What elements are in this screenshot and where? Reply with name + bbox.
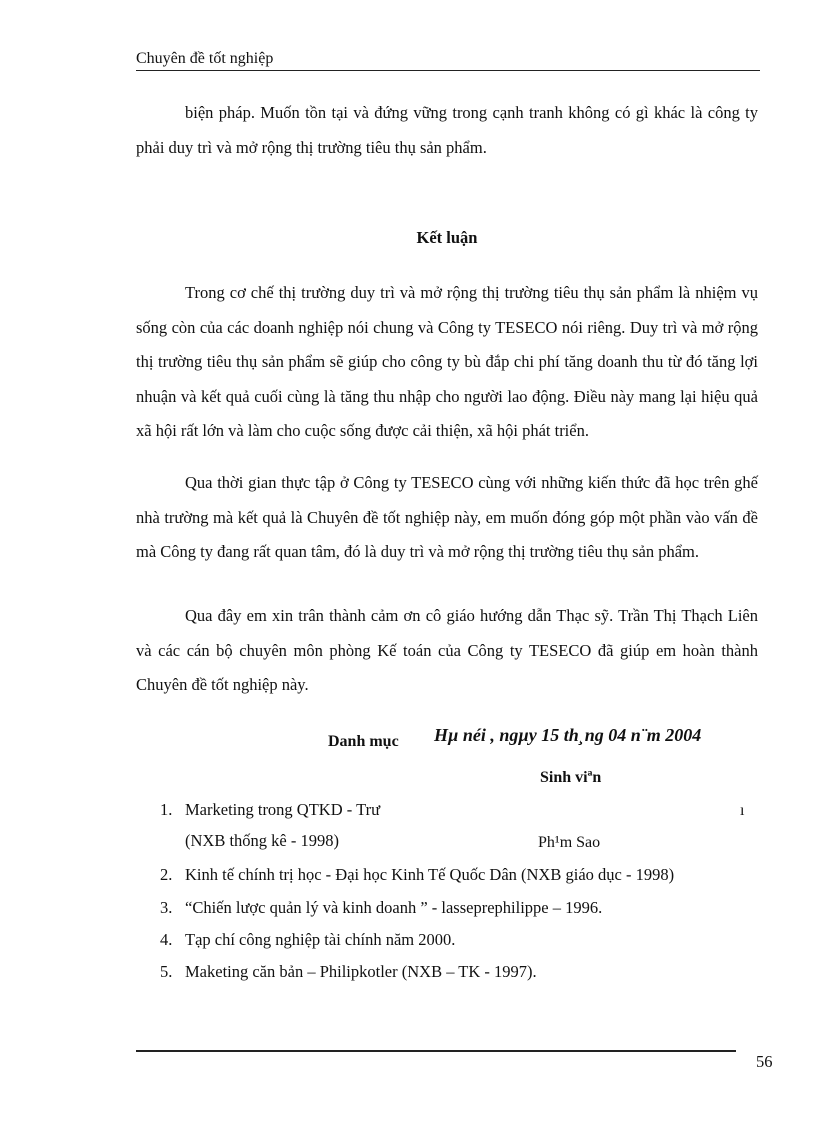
signature-name: Ph¹m Sao [538,834,601,851]
reference-item-4 [160,930,455,950]
reference-number: 2. [160,865,173,884]
conclusion-paragraph-2: Qua thời gian thực tập ở Công ty TESECO cùng với những kiến thức đã học trên ghế nhà trường mà kết quả là Chuyên đề tốt nghiệp này, em muốn đóng góp một phần vào vấn đề mà Công ty đang rất quan tâm, đó là duy trì và mở rộng thị trường tiêu thụ sản phẩm. [136,473,758,561]
reference-number: 3. [160,898,173,917]
reference-item-3 [160,898,602,918]
header-title: Chuyên đề tốt nghiệp [136,50,274,67]
intro-paragraph: biện pháp. Muốn tồn tại và đứng vững trong cạnh tranh không có gì khác là công ty phải duy trì và mở rộng thị trường tiêu thụ sản phẩm. [136,103,758,157]
page-header [136,50,760,71]
reference-item-1 [160,800,380,820]
reference-number: 1. [160,800,173,819]
reference-text: “Chiến lược quản lý và kinh doanh ” - lasseprephilippe – 1996. [185,898,603,917]
conclusion-paragraph-1: Trong cơ chế thị trường duy trì và mở rộng thị trường tiêu thụ sản phẩm là nhiệm vụ sống còn của các doanh nghiệp nói chung và Công ty TESECO nói riêng. Duy trì và mở rộng thị trường tiêu thụ sản phẩm sẽ giúp cho công ty bù đắp chi phí tăng doanh thu từ đó tăng lợi nhuận và kết quả cuối cùng là tăng thu nhập cho người lao động. Điều này mang lại hiệu quả xã hội rất lớn và làm cho cuộc sống được cải thiện, xã hội phát triển. [136,283,758,440]
reference-number: 4. [160,930,173,949]
reference-text: Tạp chí công nghiệp tài chính năm 2000. [185,930,456,949]
reference-item-1-continuation: (NXB thống kê - 1998) [185,831,339,850]
signature-overlay [414,795,714,865]
reference-text: Maketing căn bản – Philipkotler (NXB – TK - 1997). [185,962,537,981]
page-number: 56 [756,1052,773,1071]
references-heading: Danh mục [328,733,399,750]
reference-item-2 [160,865,674,885]
reference-text: Marketing trong QTKD - Trư [185,800,381,819]
conclusion-title: Kết luận [416,228,478,247]
conclusion-paragraph-3: Qua đây em xin trân thành cảm ơn cô giáo hướng dẫn Thạc sỹ. Trần Thị Thạch Liên và các cán bộ chuyên môn phòng Kế toán của Công ty TESECO đã giúp em hoàn thành Chuyên đề tốt nghiệp này. [136,606,758,694]
signature-role: Sinh viªn [540,769,602,786]
reference-item-5 [160,962,537,982]
stray-character: ı [740,802,745,819]
footer-divider [136,1050,736,1052]
reference-number: 5. [160,962,173,981]
signature-date: Hµ néi , ngµy 15 th¸ng 04 n¨m 2004 [434,725,741,746]
reference-text: Kinh tế chính trị học - Đại học Kinh Tế Quốc Dân (NXB giáo dục - 1998) [185,865,675,884]
